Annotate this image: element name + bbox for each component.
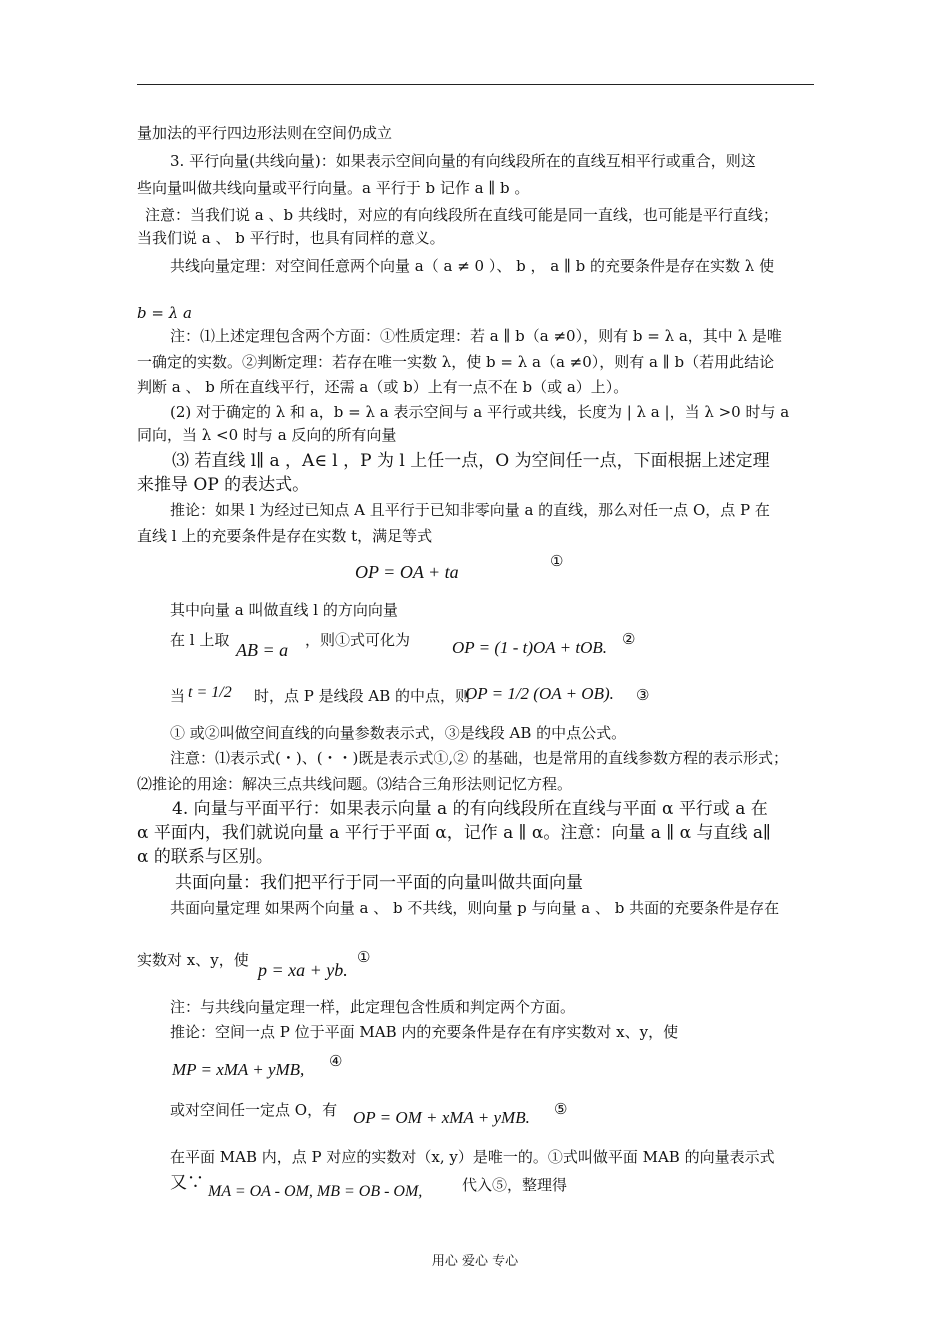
text-line: ⑵推论的用途：解决三点共线问题。⑶结合三角形法则记忆方程。 [137, 775, 573, 793]
equation-ab: AB = a [236, 640, 289, 660]
equation-4: MP = xMA + yMB, [172, 1060, 305, 1079]
text-line: 4. 向量与平面平行：如果表示向量 a 的有向线段所在直线与平面 α 平行或 a 在 [172, 799, 768, 819]
equation-t: t = 1/2 [188, 684, 232, 701]
text-line: (2) 对于确定的 λ 和 a，b = λ a 表示空间与 a 平行或共线，长度为 | λ a |，当 λ >0 时与 a [170, 403, 790, 421]
text-line: α 的联系与区别。 [137, 847, 273, 867]
text-line: 注意：⑴表示式(・)、(・・)既是表示式①,② 的基础，也是常用的直线参数方程的表示形式； [170, 749, 788, 767]
text-line: 其中向量 a 叫做直线 l 的方向向量 [170, 601, 398, 619]
text-line: ⑶ 若直线 l∥ a ，A∈ l ，P 为 l 上任一点，O 为空间任一点，下面根据上述定理 [172, 451, 770, 471]
text-line: 又∵ [170, 1173, 204, 1193]
equation-2: OP = (1 - t)OA + tOB. [452, 638, 607, 657]
equation-1: OP = OA + ta [355, 562, 459, 582]
equation-marker: ② [622, 630, 636, 648]
equation-marker: ① [550, 552, 564, 570]
equation-marker: ⑤ [554, 1100, 568, 1118]
text-line: 共面向量定理 如果两个向量 a 、 b 不共线，则向量 p 与向量 a 、 b 共面的充要条件是存在 [170, 899, 780, 917]
text-line: ，则①式可化为 [305, 631, 411, 649]
text-line: 一确定的实数。②判断定理：若存在唯一实数 λ，使 b = λ a（a ≠0），则有 a ∥ b（若用此结论 [137, 353, 775, 371]
text-line: 推论：空间一点 P 位于平面 MAB 内的充要条件是存在有序实数对 x、y，使 [170, 1023, 679, 1041]
text-line: 共面向量：我们把平行于同一平面的向量叫做共面向量 [175, 873, 583, 893]
text-line: b = λ a [137, 304, 192, 322]
header-rule [137, 84, 814, 85]
text-line: 3. 平行向量(共线向量)：如果表示空间向量的有向线段所在的直线互相平行或重合，则这 [170, 152, 756, 170]
text-line: 注：⑴上述定理包含两个方面：①性质定理：若 a ∥ b（a ≠0），则有 b = λ a，其中 λ 是唯 [170, 327, 782, 345]
text-line: α 平面内，我们就说向量 a 平行于平面 α，记作 a ∥ α。注意：向量 a ∥ α 与直线 a∥ [137, 823, 771, 843]
text-line: 些向量叫做共线向量或平行向量。a 平行于 b 记作 a ∥ b 。 [137, 179, 530, 197]
text-line: 注意：当我们说 a 、b 共线时，对应的有向线段所在直线可能是同一直线，也可能是平行直线； [145, 206, 778, 224]
text-line: 在 l 上取 [170, 631, 230, 649]
text-line: 同向，当 λ <0 时与 a 反向的所有向量 [137, 426, 397, 444]
equation-3: OP = 1/2 (OA + OB). [465, 684, 614, 703]
equation-plane: p = xa + yb. [258, 960, 348, 980]
text-line: 当我们说 a 、 b 平行时，也具有同样的意义。 [137, 229, 445, 247]
text-line: 代入⑤，整理得 [462, 1176, 568, 1194]
text-line: ① 或②叫做空间直线的向量参数表示式，③是线段 AB 的中点公式。 [170, 724, 627, 742]
text-line: 直线 l 上的充要条件是存在实数 t，满足等式 [137, 527, 433, 545]
equation-marker: ① [357, 948, 371, 966]
text-line: 注：与共线向量定理一样，此定理包含性质和判定两个方面。 [170, 998, 576, 1016]
text-line: 来推导 OP 的表达式。 [137, 475, 310, 495]
text-line: 当 [170, 687, 186, 705]
equation-5: OP = OM + xMA + yMB. [353, 1108, 530, 1127]
text-line: 实数对 x、y，使 [137, 951, 249, 969]
text-line: 推论：如果 l 为经过已知点 A 且平行于已知非零向量 a 的直线，那么对任一点 O，点 P 在 [170, 501, 770, 519]
equation-marker: ③ [636, 686, 650, 704]
text-line: 时，点 P 是线段 AB 的中点，则 [254, 687, 471, 705]
equation-marker: ④ [329, 1052, 343, 1070]
equation-ma: MA = OA - OM, MB = OB - OM, [208, 1183, 423, 1200]
text-line: 或对空间任一定点 O，有 [170, 1101, 338, 1119]
text-line: 判断 a 、 b 所在直线平行，还需 a（或 b）上有一点不在 b（或 a）上）。 [137, 378, 629, 396]
text-line: 在平面 MAB 内，点 P 对应的实数对（x, y）是唯一的。①式叫做平面 MAB 的向量表示式 [170, 1148, 775, 1166]
text-line: 共线向量定理：对空间任意两个向量 a（ a ≠ 0 ）、 b ， a ∥ b 的充要条件是存在实数 λ 使 [170, 257, 775, 275]
page-footer: 用心 爱心 专心 [431, 1254, 519, 1269]
text-line: 量加法的平行四边形法则在空间仍成立 [137, 124, 393, 142]
